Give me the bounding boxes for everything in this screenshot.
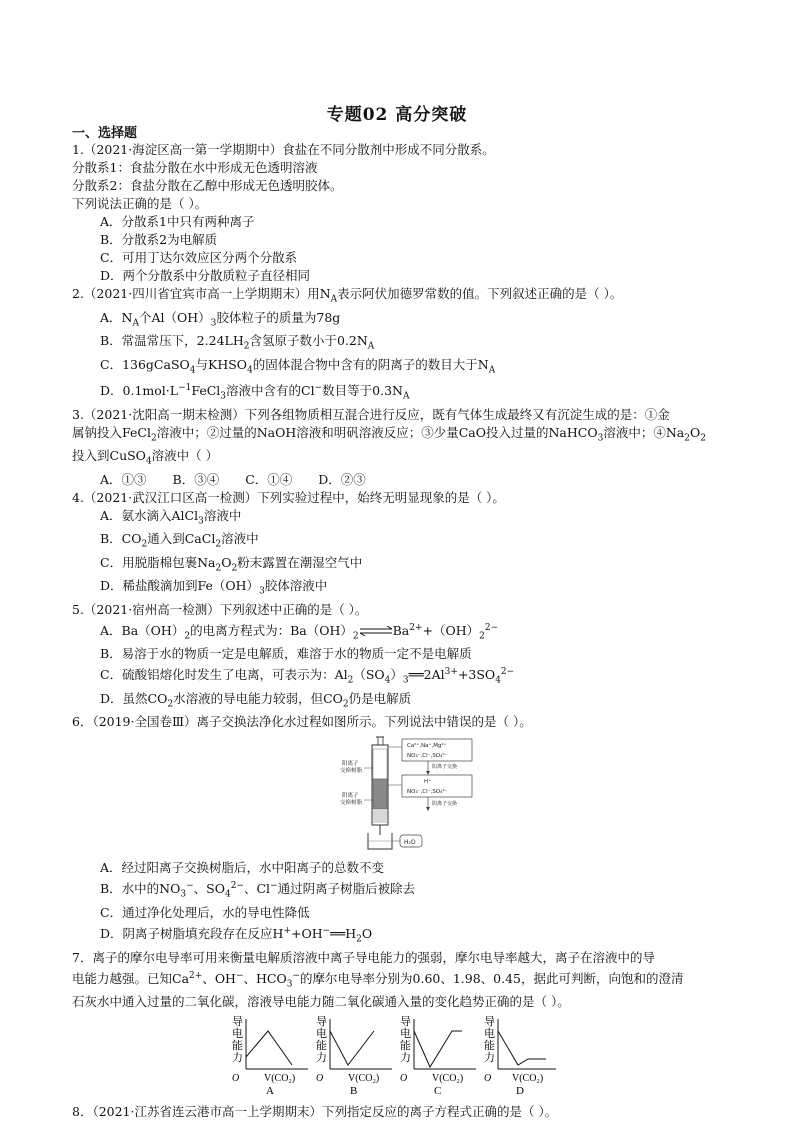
q4-option-a: A．氨水滴入AlCl$_3$溶液中 <box>100 507 242 527</box>
graph-d-ylabel-3: 能 <box>484 1040 495 1053</box>
q5-option-b: B．易溶于水的物质一定是电解质，难溶于水的物质一定不是电解质 <box>100 646 472 662</box>
question-7 <box>72 949 732 1096</box>
q3-options <box>72 471 732 489</box>
graph-b-name: B <box>350 1085 358 1096</box>
graph-b <box>316 1015 392 1095</box>
graph-b-ylabel-2: 电 <box>316 1028 327 1041</box>
q1-line2: 分散系1：食盐分散在水中形成无色透明溶液 <box>72 160 318 175</box>
q1-stem: 1.（2021·海淀区高一第一学期期中）食盐在不同分散剂中形成不同分散系。 <box>72 142 495 157</box>
graph-a-ylabel-1: 导 <box>232 1016 243 1029</box>
q3-option-b: B．③④ <box>172 471 220 487</box>
q4-stem: 4.（2021·武汉江口区高一检测）下列实验过程中，始终无明显现象的是（ ）。 <box>72 489 505 505</box>
graph-b-ylabel-3: 能 <box>316 1040 327 1053</box>
graph-c-origin: O <box>400 1073 408 1085</box>
cation-resin-section <box>373 749 387 779</box>
q5-option-d: D．虽然$CO_2$水溶液的导电能力较弱，但$CO_2$仍是电解质 <box>100 690 412 710</box>
q6-option-c: C．通过净化处理后，水的导电性降低 <box>100 905 310 921</box>
graph-c-ylabel-2: 电 <box>400 1028 411 1041</box>
q6-option-d: D．阴离子树脂填充段存在反应$H^++OH^-══H_2O$ <box>100 926 373 945</box>
q2-option-a: A．$N_A$个$Al(OH)_3$胶体粒子的质量为78g <box>100 309 341 328</box>
section-heading: 一、选择题 <box>72 126 138 141</box>
graph-c <box>400 1015 476 1095</box>
q3-line3: 投入到CuSO$_4$溶液中（ ） <box>72 448 219 467</box>
graph-c-xlabel: V(CO₂) <box>432 1073 464 1085</box>
graph-c-ylabel-3: 能 <box>400 1040 411 1053</box>
graph-b-ylabel-1: 导 <box>316 1016 327 1029</box>
q2-option-d: D．$0.1mol\cdot L^{-1}FeCl_3$溶液中含有的Cl−数目等于$0.3N_A$ <box>100 383 410 402</box>
q1-line4: 下列说法正确的是（ ）。 <box>72 196 208 211</box>
graph-a-ylabel-3: 能 <box>232 1040 243 1053</box>
q6-stem: 6．（2019·全国卷Ⅲ）离子交换法净化水过程如图所示。下列说法中错误的是（ ）。 <box>72 714 532 730</box>
graph-a-origin: O <box>232 1073 240 1085</box>
anion-resin-label-1: 阴离子 <box>342 793 359 800</box>
q3-option-a: A．①③ <box>100 471 147 487</box>
q1-line3: 分散系2：食盐分散在乙醇中形成无色透明胶体。 <box>72 178 343 193</box>
anion-resin-section <box>373 779 387 809</box>
q7-line2: 电能力越强。已知$Ca^{2+}$、OH−、$HCO_3^-$的摩尔电导率分别为0.60、1.98、0.45，据此可判断，向饱和的澄清 <box>72 970 684 990</box>
question-8 <box>72 1103 732 1121</box>
graph-c-curve <box>414 1031 462 1067</box>
graph-b-curve <box>330 1031 374 1065</box>
q1-option-d: D．两个分散系中分散质粒子直径相同 <box>100 268 311 283</box>
graph-d-origin: O <box>484 1073 492 1085</box>
question-4 <box>72 489 732 601</box>
q6-option-a: A．经过阳离子交换树脂后，水中阳离子的总数不变 <box>100 860 385 876</box>
ion-exchange-apparatus-figure <box>328 735 478 853</box>
cation-resin-label-2: 交换树脂 <box>340 768 363 775</box>
box1-anions: NO₃⁻,Cl⁻,SO₄²⁻ <box>407 753 448 760</box>
question-5 <box>72 601 732 714</box>
question-6 <box>72 713 732 948</box>
question-3 <box>72 406 732 489</box>
box1-cations: Ca²⁺,Na⁺,Mg²⁺ <box>407 743 447 750</box>
q5-option-a: A．$Ba(OH)_2$的电离方程式为：$Ba(OH)_2$ $Ba^{2+}+(OH)_2^{2-}$ <box>100 622 499 642</box>
q4-option-d: D．稀盐酸滴加到$Fe(OH)_3$胶体溶液中 <box>100 578 328 597</box>
graph-a-name: A <box>266 1085 274 1096</box>
water-label: H₂O <box>404 839 416 847</box>
graph-a <box>232 1015 308 1095</box>
graph-c-ylabel-4: 力 <box>400 1052 411 1065</box>
cation-exchange-arrow-label: 阳离子交换 <box>432 764 458 771</box>
q4-option-b: B．$CO_2$通入到CaCl$_2$溶液中 <box>100 531 259 550</box>
q2-option-c: C．136gCaSO$_4$与$KHSO_4$的固体混合物中含有的阴离子的数目大于$N_A$ <box>100 356 496 375</box>
graph-d <box>484 1015 556 1095</box>
q2-option-b: B．常温常压下，$2.24LH_2$含氢原子数小于$0.2N_A$ <box>100 333 375 352</box>
q1-option-a: A．分散系1中只有两种离子 <box>100 214 255 229</box>
graph-d-ylabel-4: 力 <box>484 1052 495 1065</box>
graph-d-name: D <box>516 1085 524 1096</box>
graph-a-ylabel-4: 力 <box>232 1052 243 1065</box>
graph-d-curve <box>498 1031 546 1065</box>
graph-c-name: C <box>434 1085 442 1096</box>
box2-anions: NO₃⁻,Cl⁻,SO₄²⁻ <box>407 789 448 796</box>
q3-option-d: D．②③ <box>318 471 366 487</box>
graph-a-xlabel: V(CO₂) <box>264 1073 296 1085</box>
anion-resin-label-2: 交换树脂 <box>340 800 363 807</box>
graph-d-ylabel-1: 导 <box>484 1016 495 1029</box>
q3-line1: 3.（2021·沈阳高一期末检测）下列各组物质相互混合进行反应，既有气体生成最终又有沉淀生成的是：①金 <box>72 406 670 422</box>
graph-b-xlabel: V(CO₂) <box>348 1073 380 1085</box>
graph-b-origin: O <box>316 1073 324 1085</box>
graph-a-ylabel-2: 电 <box>232 1028 243 1041</box>
question-2 <box>72 285 732 406</box>
conductivity-graphs-figure <box>228 1015 558 1095</box>
graph-d-xlabel: V(CO₂) <box>512 1073 544 1085</box>
q4-option-c: C．用脱脂棉包裹$Na_2O_2$粉末露置在潮湿空气中 <box>100 554 363 574</box>
q5-option-c: C．硫酸铝熔化时发生了电离，可表示为：$Al_2(SO_4)_3══2Al^{3+}+3SO_4^{2-}$ <box>100 667 515 686</box>
reversible-arrow-icon <box>359 626 393 636</box>
q3-option-c: C．①④ <box>245 471 293 487</box>
q1-option-c: C．可用丁达尔效应区分两个分散系 <box>100 250 298 265</box>
q6-option-b: B．水中的$NO_3^-$、$SO_4^{2-}$、Cl−通过阴离子树脂后被除去 <box>100 881 416 901</box>
q8-stem: 8．（2021·江苏省连云港市高一上学期期末）下列指定反应的离子方程式正确的是（ ）。 <box>72 1104 558 1120</box>
page-title: 专题02 高分突破 <box>326 105 468 125</box>
questions <box>72 141 732 1121</box>
graph-d-ylabel-2: 电 <box>484 1028 495 1041</box>
question-1 <box>72 141 732 285</box>
graph-b-ylabel-4: 力 <box>316 1052 327 1065</box>
box2-cations: H⁺ <box>424 779 432 786</box>
q3-line2: 属钠投入FeCl$_2$溶液中；②过量的NaOH溶液和明矾溶液反应；③少量CaO投入过量的NaHCO$_3$溶液中；$④Na_2O_2$ <box>72 424 706 444</box>
cation-resin-label-1: 阳离子 <box>342 761 359 768</box>
q5-stem: 5.（2021·宿州高一检测）下列叙述中正确的是（ ）。 <box>72 601 368 617</box>
graph-c-ylabel-1: 导 <box>400 1016 411 1029</box>
q1-option-b: B．分散系2为电解质 <box>100 232 218 247</box>
graph-a-curve <box>246 1031 292 1065</box>
anion-exchange-arrow-label: 阴离子交换 <box>432 801 458 808</box>
q7-line3: 石灰水中通入过量的二氧化碳，溶液导电能力随二氧化碳通入量的变化趋势正确的是（ ）。 <box>72 994 570 1010</box>
q2-stem: 2.（2021·四川省宜宾市高一上学期期末）用$N_A$表示阿伏加德罗常数的值。下列叙述正确的是（ ）。 <box>72 286 623 305</box>
q7-line1: 7．离子的摩尔电导率可用来衡量电解质溶液中离子导电能力的强弱，摩尔电导率越大，离子在溶液中的导 <box>72 949 655 965</box>
